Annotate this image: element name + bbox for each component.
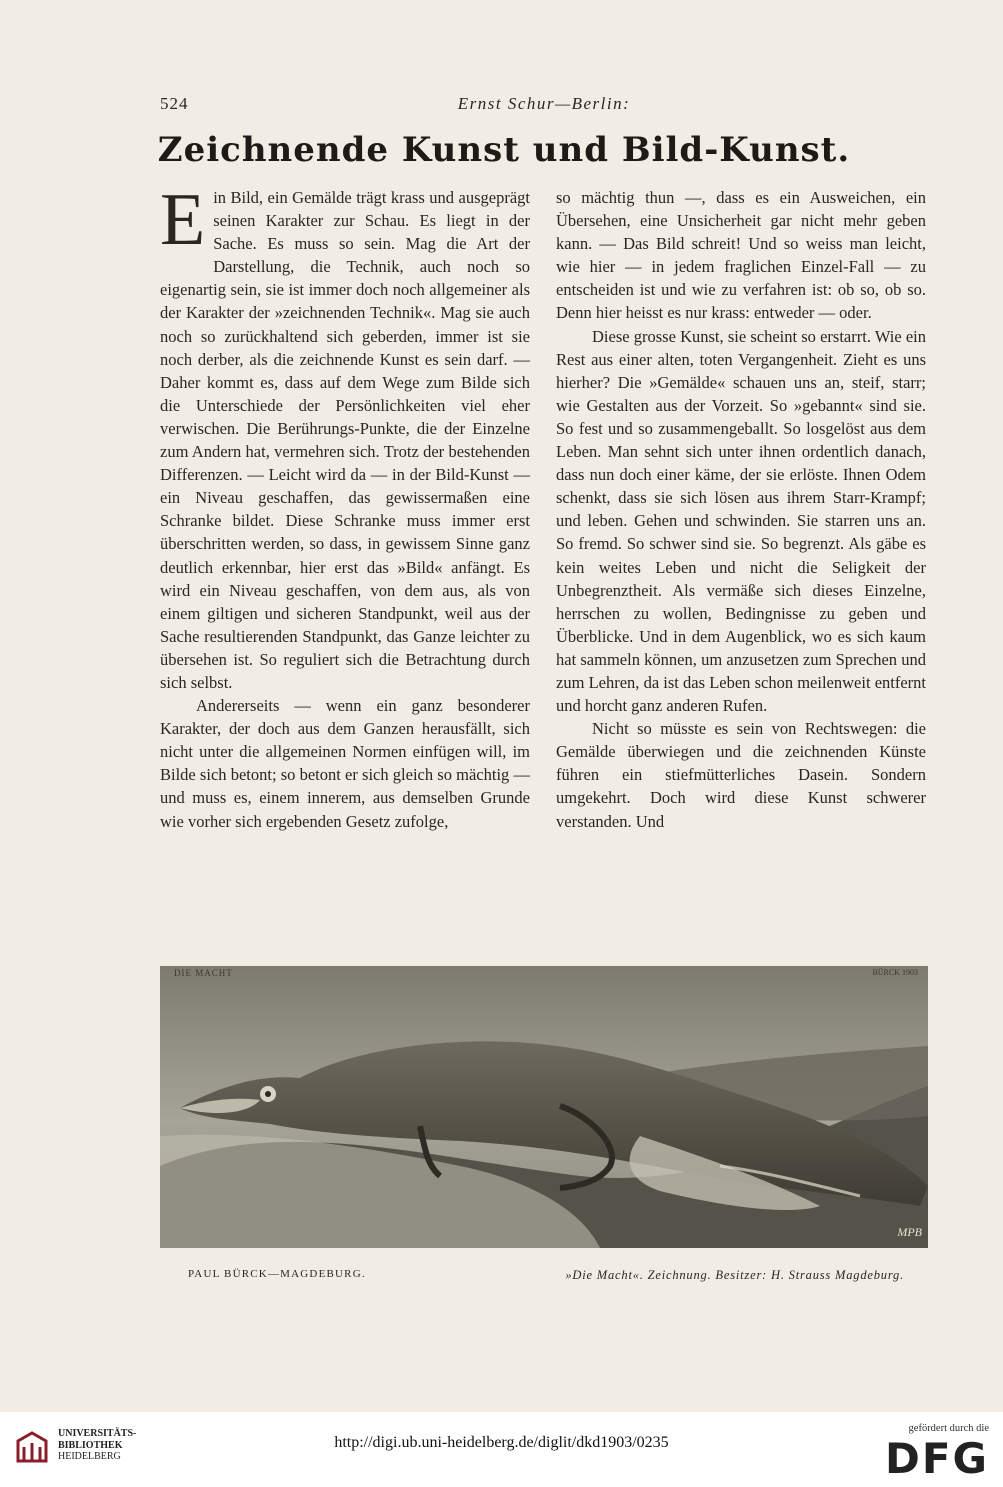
library-name-line1: UNIVERSITÄTS- xyxy=(58,1428,137,1439)
page-number: 524 xyxy=(160,94,189,113)
caption-artist: PAUL BÜRCK—MAGDEBURG. xyxy=(188,1268,366,1280)
signature-top: BÜRCK 1903 xyxy=(872,968,918,977)
left-column xyxy=(160,179,530,833)
drop-cap: E xyxy=(160,179,206,261)
running-title: Ernst Schur—Berlin: xyxy=(457,94,631,113)
source-url-link[interactable]: http://digi.ub.uni-heidelberg.de/diglit/dkd1903/0235 xyxy=(334,1434,669,1451)
paragraph-3: so mächtig thun —, dass es ein Ausweichen, ein Übersehen, eine Unsicherheit gar nicht mehr geben kann. — Das Bild schreit! Und so weiss man leicht, wie hier — in jedem fraglichen Einzel-Fall — zu entscheiden ist und wie zu verfahren ist: ob so, ob so. Denn hier heisst es nur krass: entweder — oder. xyxy=(556,188,926,323)
paragraph-1-text: in Bild, ein Gemälde trägt krass und ausgeprägt seinen Karakter zur Schau. Es liegt in der Sache. Es muss so sein. Mag die Art der Darstellung, die Technik, auch noch so eigenartig sein, sie ist immer doch noch allgemeiner als der Karakter der »zeichnenden Technik«. Mag sie auch noch so zurückhaltend sich geberden, immer ist sie noch derber, als die zeichnende Kunst es sein darf. — Daher kommt es, dass auf dem Wege zum Bilde sich die Unterschiede der Persönlichkeiten viel eher verwischen. Die Berührungs-Punkte, die der Einzelne zum Andern hat, vermehren sich. Trotz der bestehenden Differenzen. — Leicht wird da — in der Bild-Kunst — ein Niveau geschaffen, das gewissermaßen eine Schranke bildet. Diese Schranke muss immer erst überschritten werden, so dass, in gewissem Sinne ganz deutlich erkennbar, hier erst das »Bild« anfängt. Es wird ein Niveau geschaffen, von dem aus, als von einem giltigen und sicheren Standpunkt, weil aus der Sache resultierenden Standpunkt, das Ganze leichter zu übersehen ist. So reguliert sich die Betrachtung durch sich selbst. xyxy=(160,188,530,692)
paragraph-1 xyxy=(160,179,530,694)
paragraph-4: Diese grosse Kunst, sie scheint so erstarrt. Wie ein Rest aus einer alten, toten Vergangenheit. Zieht es uns hierher? Die »Gemälde« schauen uns an, steif, starr; wie Gestalten aus der Vorzeit. So »gebannt« sind sie. So fest und so zusammengeballt. So losgelöst aus dem Leben. Man sehnt sich unter ihnen ordentlich danach, dass nun doch einer käme, der sie erlöste. Ihnen Odem schenkt, dass sie sich lösen aus ihrem Starr-Krampf; und leben. Gehen und schwinden. Sie starren uns an. So fremd. So schwer sind sie. So begrenzt. Als gäbe es kein weites Leben und nicht die Seligkeit der Unbegrenztheit. Als vermäße sich dieses Einzelne, herrschen zu wollen, Bedingnisse zu geben und Überblicke. Und in dem Augenblick, wo es sich kaum hat sammeln können, um anzusetzen zum Sprechen und zum Lehren, da ist das Leben schon meilenweit entfernt und horcht ganz anderen Rufen. xyxy=(556,326,926,716)
paragraph-5: Nicht so müsste es sein von Rechtswegen: die Gemälde überwiegen und die zeichnenden Künste führen ein stiefmütterliches Dasein. Sondern umgekehrt. Doch wird diese Kunst schwerer verstanden. Und xyxy=(556,719,926,831)
paragraph-2: Andererseits — wenn ein ganz besonderer Karakter, der doch aus dem Ganzen herausfällt, sich nicht unter die allgemeinen Normen einfügen will, im Bilde sich betont; so betont er sich gleich so mächtig — und muss es, einem innerem, aus demselben Grunde wie vorher sich ergebenden Gesetz zufolge, xyxy=(160,696,530,831)
inscription-left: DIE MACHT xyxy=(174,968,233,978)
sponsor-label: gefördert durch die xyxy=(908,1423,989,1434)
right-column xyxy=(556,186,926,833)
caption-title: »Die Macht«. Zeichnung. Besitzer: H. Strauss Magdeburg. xyxy=(565,1268,904,1282)
library-name-line2: BIBLIOTHEK xyxy=(58,1439,123,1451)
dfg-logo: DFG xyxy=(884,1434,989,1483)
running-head xyxy=(160,94,928,118)
drawing-lizard xyxy=(160,966,928,1248)
library-name-line3: HEIDELBERG xyxy=(58,1451,121,1462)
article-title: Zeichnende Kunst und Bild-Kunst. xyxy=(157,130,851,170)
illustration-die-macht xyxy=(160,966,928,1248)
monogram: MPB xyxy=(897,1225,922,1239)
